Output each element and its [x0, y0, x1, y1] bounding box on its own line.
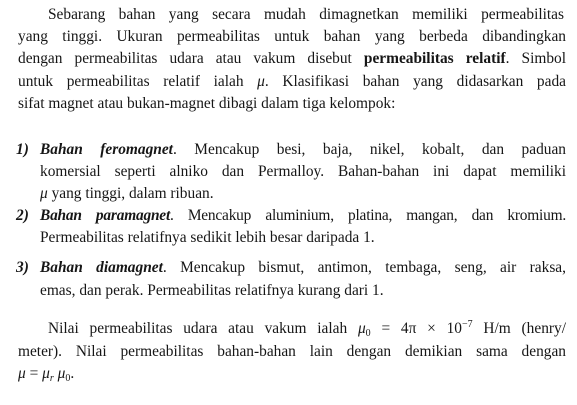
mu-symbol: μ	[53, 365, 66, 382]
item-2-line-1	[40, 205, 566, 226]
item-3-line-1	[40, 257, 566, 278]
item-3-line-2	[40, 280, 384, 301]
item-1-term: Bahan feromagnet	[40, 141, 173, 158]
intro-line-1	[48, 4, 564, 25]
intro-line-3	[18, 48, 566, 69]
item-1-line-1	[40, 139, 566, 160]
item-1-number: 1)	[16, 141, 29, 158]
item-1-text-1: . Mencakup besi, baja, nikel, kobalt, dan paduan	[172, 141, 566, 158]
item-2-term: Bahan paramagnet	[40, 207, 171, 224]
intro-text-5: sifat magnet atau bukan-magnet dibagi dalam tiga kelompok:	[18, 95, 396, 112]
closing-text-2: meter). Nilai permeabilitas bahan-bahan lain dengan demikian sama dengan	[18, 343, 566, 360]
subscript-r: r	[49, 373, 54, 384]
closing-equation: = 4π × 10	[370, 320, 462, 337]
item-3-text-1: . Mencakup bismut, antimon, tembaga, seng, air raksa,	[162, 259, 566, 276]
intro-line-4	[18, 71, 566, 92]
item-2-text-1: . Mencakup aluminium, platina, mangan, dan kromium.	[170, 207, 567, 224]
item-1-text-3: yang tinggi, dalam ribuan.	[47, 185, 214, 202]
item-2-number: 2)	[16, 207, 29, 224]
equals-sign: =	[25, 365, 43, 382]
intro-text-3a: dengan permeabilitas udara atau vakum disebut	[18, 50, 364, 67]
closing-text-1a: Nilai permeabilitas udara atau vakum ialah	[48, 320, 358, 337]
item-1-text-2: komersial seperti alniko dan Permalloy. Bahan-bahan ini dapat memiliki	[40, 163, 566, 180]
item-2-line-2	[40, 227, 375, 248]
intro-text-4b: . Klasifikasi bahan yang didasarkan pada	[264, 73, 566, 90]
item-3-text-2: emas, dan perak. Permeabilitas relatifnya kurang dari 1.	[40, 282, 384, 299]
closing-line-1	[48, 318, 566, 339]
item-1-line-3	[40, 183, 214, 204]
intro-text-3b: . Simbol	[505, 50, 567, 67]
closing-text-1b: H/m (henry/	[472, 320, 566, 337]
mu-symbol: μ	[40, 185, 48, 202]
closing-line-3	[18, 363, 74, 384]
mu-symbol: μ	[257, 73, 265, 90]
intro-text-4a: untuk permeabilitas relatif ialah	[18, 73, 258, 90]
item-3-term: Bahan diamagnet	[40, 259, 163, 276]
intro-line-5	[18, 93, 395, 114]
subscript-0: 0	[65, 373, 71, 384]
mu-symbol: μ	[42, 365, 50, 382]
closing-line-2	[18, 341, 566, 362]
intro-text-2: yang tinggi. Ukuran permeabilitas untuk bahan yang berbeda dibandingkan	[18, 28, 566, 45]
item-1-line-2	[40, 161, 566, 182]
intro-line-2	[18, 26, 566, 47]
superscript-exponent: −7	[462, 319, 473, 330]
period: .	[70, 365, 75, 382]
mu-symbol: μ	[18, 365, 26, 382]
term-permeabilitas-relatif: permeabilitas relatif	[363, 50, 506, 67]
item-3-number: 3)	[16, 259, 29, 276]
item-2-text-2: Permeabilitas relatifnya sedikit lebih besar daripada 1.	[40, 229, 375, 246]
intro-text-1: Sebarang bahan yang secara mudah dimagnetkan memiliki permeabilitas	[48, 6, 564, 23]
subscript-0: 0	[365, 328, 371, 339]
mu-symbol: μ	[357, 320, 366, 337]
